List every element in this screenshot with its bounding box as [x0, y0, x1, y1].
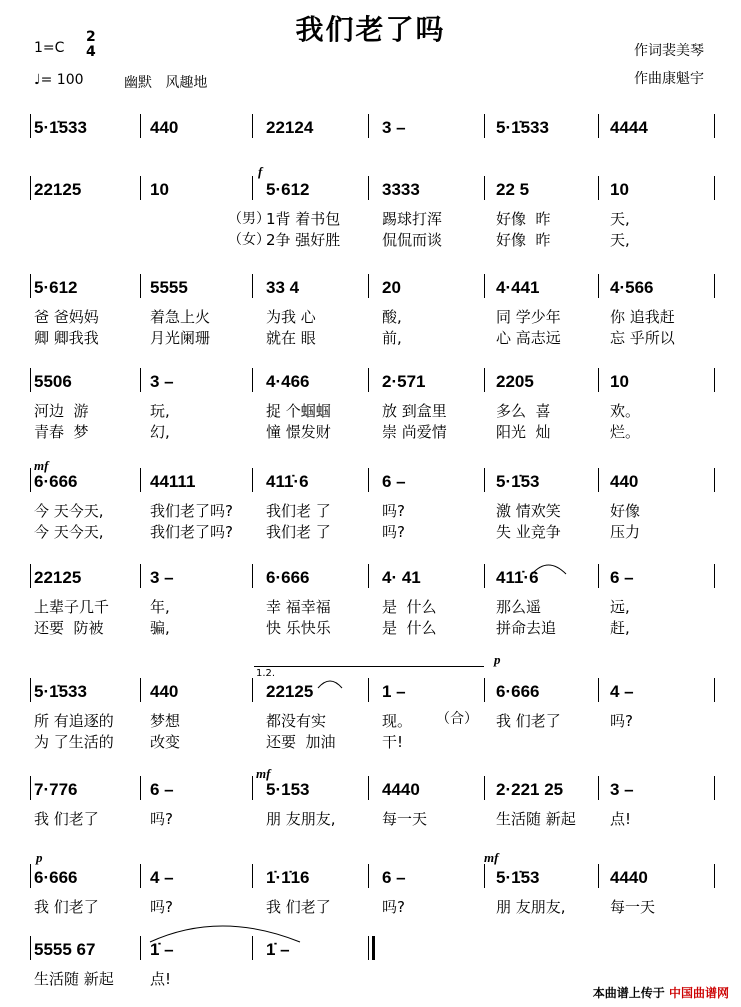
lyric-line-1: 所 有追逐的	[34, 712, 114, 730]
measure-notes: 2·221 25	[496, 780, 564, 799]
measure-notes: 1 –	[382, 682, 406, 701]
lyric-line-1: 每一天	[610, 898, 656, 916]
female-label: （女）	[228, 232, 270, 248]
lyric-line-1: 酸,	[382, 308, 402, 326]
measure-notes: 411̇·6	[266, 472, 309, 491]
slur-2	[318, 681, 342, 688]
measure-notes: 44111	[150, 472, 196, 491]
measure-notes: 5·1̇533	[496, 118, 549, 137]
measure-notes: 22124	[266, 118, 314, 137]
measure-notes: 22125	[34, 180, 82, 199]
lyric-line-1: 吗?	[150, 810, 173, 828]
measure-notes: 5·153	[266, 780, 310, 799]
measure-notes: 22125	[34, 568, 82, 587]
lyric-line-1: 吗?	[610, 712, 633, 730]
lyric-line-2: 侃侃而谈	[382, 231, 443, 249]
lyric-line-1: 同 学少年	[496, 308, 561, 326]
measure-notes: 10	[150, 180, 169, 199]
measure-notes: 3 –	[150, 372, 174, 391]
measure-notes: 5·612	[266, 180, 310, 199]
measure-notes: 4440	[610, 868, 648, 887]
lyric-line-2: 赶,	[610, 619, 630, 637]
lyric-line-1: 好像	[610, 502, 641, 520]
measure-notes: 3333	[382, 180, 420, 199]
lyric-line-1: 那么遥	[496, 598, 542, 616]
lyric-line-1: 我们老了吗?	[150, 502, 233, 520]
measure-notes: 6 –	[382, 472, 406, 491]
lyric-line-1: 现。	[382, 712, 413, 730]
measure-notes: 3 –	[382, 118, 406, 137]
lyric-line-1: 为我 心	[266, 308, 316, 326]
lyric-line-1: 今 天今天,	[34, 502, 104, 520]
lyric-line-2: 是 什么	[382, 619, 437, 637]
measure-notes: 5·1̇53	[496, 472, 540, 491]
lyric-line-1: 生活随 新起	[496, 810, 576, 828]
measure-notes: 4· 41	[382, 568, 421, 587]
lyric-line-1: 踢球打浑	[382, 210, 443, 228]
measure-notes: 3 –	[150, 568, 174, 587]
lyric-line-1: 幸 福幸福	[266, 598, 331, 616]
measure-notes: 4440	[382, 780, 420, 799]
volta-label: 1.2.	[256, 668, 276, 679]
lyric-line-2: 幻,	[150, 423, 170, 441]
lyric-line-2: 吗?	[382, 523, 405, 541]
lyric-line-1: 朋 友朋友,	[496, 898, 566, 916]
lyric-line-2: 心 高志远	[496, 329, 561, 347]
footer-prefix: 本曲谱上传于	[592, 986, 665, 1000]
lyric-line-1: 都没有实	[266, 712, 327, 730]
lyric-line-1: 多么 喜	[496, 402, 551, 420]
lyric-line-1: 点!	[150, 970, 172, 988]
composer-credit: 作曲康魁宇	[634, 71, 704, 87]
lyric-line-2: 我们老了吗?	[150, 523, 233, 541]
measure-notes: 3 –	[610, 780, 634, 799]
lyric-line-1: 你 追我赶	[610, 308, 675, 326]
lyric-line-2: 月光阑珊	[150, 329, 211, 347]
dynamic-piano-1: p	[494, 652, 501, 667]
lyric-line-2: 今 天今天,	[34, 523, 104, 541]
lyric-line-2: 失 业竞争	[496, 523, 561, 541]
lyric-line-2: 骗,	[150, 619, 170, 637]
lyric-line-2: 崇 尚爱情	[382, 423, 447, 441]
lyric-line-2: 前,	[382, 329, 402, 347]
style-marking: 幽默 风趣地	[124, 75, 208, 91]
measure-notes: 4444	[610, 118, 648, 137]
lyric-line-1: 河边 游	[34, 402, 89, 420]
lyric-line-1: 我 们老了	[496, 712, 561, 730]
lyric-line-1: 每一天	[382, 810, 428, 828]
dynamic-forte: f	[258, 164, 263, 179]
dynamic-mf-1: mf	[34, 458, 49, 473]
lyric-line-1: 天,	[610, 210, 630, 228]
key-signature: 1=C	[34, 40, 65, 56]
measure-notes: 1̇ –	[150, 940, 174, 959]
lyric-line-1: 爸 爸妈妈	[34, 308, 99, 326]
lyric-line-1: 放 到盒里	[382, 402, 447, 420]
measure-notes: 1̇ –	[266, 940, 290, 959]
measure-notes: 2205	[496, 372, 534, 391]
measure-notes: 1̇·1̇16	[266, 868, 310, 887]
measure-notes: 6 –	[382, 868, 406, 887]
lyric-line-2: 还要 防被	[34, 619, 104, 637]
measure-notes: 4·441	[496, 278, 540, 297]
measure-notes: 5·612	[34, 278, 78, 297]
dynamic-mf-3: mf	[484, 850, 499, 865]
lyric-line-1: 好像 昨	[496, 210, 551, 228]
measure-notes: 2·571	[382, 372, 426, 391]
lyric-line-1: 生活随 新起	[34, 970, 114, 988]
lyric-line-1: 点!	[610, 810, 632, 828]
measure-notes: 6·666	[34, 868, 78, 887]
lyric-line-1: 上辈子几千	[34, 598, 110, 616]
lyric-line-2: 烂。	[610, 423, 641, 441]
lyric-line-1: 吗?	[382, 898, 405, 916]
lyric-line-1: 是 什么	[382, 598, 437, 616]
measure-notes: 4 –	[150, 868, 174, 887]
tempo-marking: ♩= 100	[34, 72, 84, 88]
lyric-line-2: 青春 梦	[34, 423, 89, 441]
measure-notes: 4 –	[610, 682, 634, 701]
lyric-line-1: 吗?	[150, 898, 173, 916]
lyric-line-1: 我 们老了	[34, 898, 99, 916]
lyric-line-2: 还要 加油	[266, 733, 336, 751]
dynamic-piano-2: p	[36, 850, 43, 865]
lyric-line-1: 捉 个蝈蝈	[266, 402, 331, 420]
lyric-line-2: 我们老 了	[266, 523, 331, 541]
tie-final	[150, 926, 300, 942]
measure-notes: 22125	[266, 682, 314, 701]
lyric-line-1: 玩,	[150, 402, 170, 420]
measure-notes: 5·1̇533	[34, 118, 87, 137]
measure-notes: 440	[610, 472, 639, 491]
lyric-line-2: 天,	[610, 231, 630, 249]
lyric-line-2: 好像 昨	[496, 231, 551, 249]
measure-notes: 440	[150, 682, 179, 701]
dynamic-mf-2: mf	[256, 766, 271, 781]
male-label: （男）	[228, 211, 270, 227]
measure-notes: 22 5	[496, 180, 530, 199]
lyric-line-2: 改变	[150, 733, 181, 751]
measure-notes: 5555	[150, 278, 188, 297]
lyric-line-2: 压力	[610, 523, 641, 541]
time-sig-top: 2	[86, 29, 96, 45]
measure-notes: 5555 67	[34, 940, 96, 959]
lyric-line-2: 就在 眼	[266, 329, 316, 347]
lyric-line-2: 2争 强好胜	[266, 231, 341, 249]
footer-credit	[593, 984, 729, 1001]
measure-notes: 6 –	[150, 780, 174, 799]
lyric-line-1: 我 们老了	[34, 810, 99, 828]
measure-notes: 4·566	[610, 278, 654, 297]
lyric-line-2: 憧 憬发财	[266, 423, 331, 441]
measure-notes: 6·666	[34, 472, 78, 491]
lyric-line-1: 远,	[610, 598, 630, 616]
lyric-line-2: 干!	[382, 733, 404, 751]
lyric-line-1: 朋 友朋友,	[266, 810, 336, 828]
measure-notes: 6·666	[496, 682, 540, 701]
lyric-line-1: 我们老 了	[266, 502, 331, 520]
page-title: 我们老了吗	[295, 13, 446, 46]
measure-notes: 6 –	[610, 568, 634, 587]
lyric-line-1: 激 情欢笑	[496, 502, 561, 520]
lyric-line-2: 拼命去追	[496, 619, 557, 637]
measure-notes: 7·776	[34, 780, 78, 799]
lyricist-credit: 作词裴美琴	[634, 43, 704, 59]
measure-notes: 440	[150, 118, 179, 137]
lyric-line-2: 快 乐快乐	[266, 619, 331, 637]
slur-1	[532, 565, 566, 574]
measure-notes: 5·1̇53	[496, 868, 540, 887]
measure-notes: 33 4	[266, 278, 300, 297]
lyric-line-1: 欢。	[610, 402, 641, 420]
time-sig-bottom: 4	[86, 44, 96, 60]
lyric-line-1: 我 们老了	[266, 898, 331, 916]
lyric-line-1: 年,	[150, 598, 170, 616]
lyric-line-1: 吗?	[382, 502, 405, 520]
lyric-line-1: 梦想	[150, 712, 181, 730]
lyric-line-1: 着急上火	[150, 308, 211, 326]
lyric-line-2: 忘 乎所以	[610, 329, 675, 347]
lyric-line-1: 1背 着书包	[266, 210, 341, 228]
measure-notes: 5·1̇533	[34, 682, 87, 701]
measure-notes: 10	[610, 180, 629, 199]
lyric-line-2: 阳光 灿	[496, 423, 551, 441]
measure-notes: 6·666	[266, 568, 310, 587]
measure-notes: 4·466	[266, 372, 310, 391]
measure-notes: 5506	[34, 372, 72, 391]
chorus-label: （合）	[436, 711, 478, 727]
measure-notes: 20	[382, 278, 401, 297]
footer-site: 中国曲谱网	[668, 986, 729, 1000]
measure-notes: 411̇·6	[496, 568, 539, 587]
lyric-line-2: 卿 卿我我	[34, 329, 99, 347]
lyric-line-2: 为 了生活的	[34, 733, 114, 751]
measure-notes: 10	[610, 372, 629, 391]
